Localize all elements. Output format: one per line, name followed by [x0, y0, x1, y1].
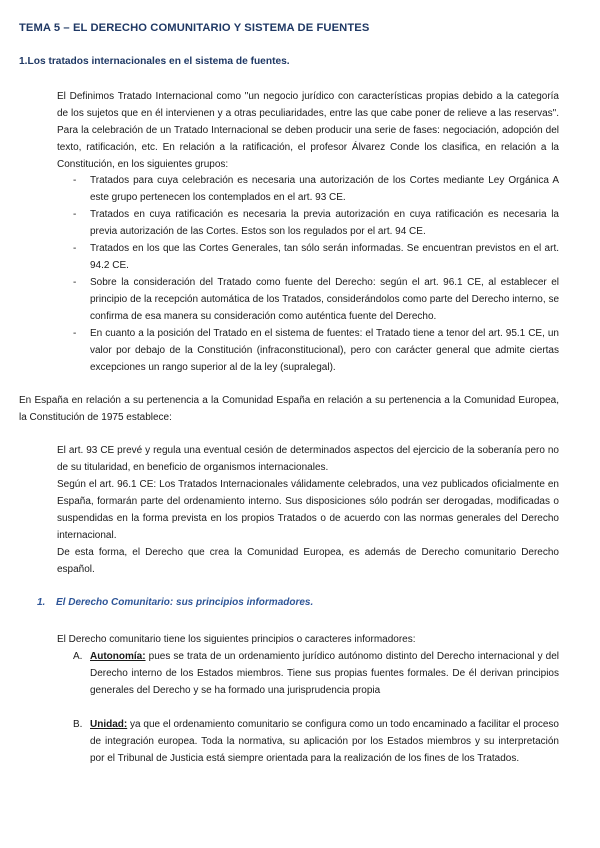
- art-93-paragraph: El art. 93 CE prevé y regula una eventual cesión de determinados aspectos del ejercicio de la soberanía pero no de su titularidad, en beneficio de organismos internacionales.: [57, 445, 559, 473]
- art-96-1-paragraph: Según el art. 96.1 CE: Los Tratados Internacionales válidamente celebrados, una vez publicados oficialmente en España, formarán parte del ordenamiento interno. Sus disposiciones sólo podrán ser derogadas, modificadas o suspendidas en la forma prevista en los propios Tratados o de acuerdo con las normas generales del Derecho internacional.: [57, 479, 559, 541]
- section-1-heading: 1.Los tratados internacionales en el sistema de fuentes.: [19, 56, 290, 67]
- bullet-item: Sobre la consideración del Tratado como fuente del Derecho: según el art. 96.1 CE, al establecer el principio de la recepción automática de los Tratados, considerándolos como parte del Derecho interno, se confirma de esa manera su consideración como auténtica fuente del Derecho.: [90, 277, 559, 322]
- bullet-item: Tratados para cuya celebración es necesaria una autorización de los Cortes mediante Ley Orgánica A este grupo pertenecen los contemplados en el art. 93 CE.: [90, 175, 559, 203]
- bullet-marker: -: [73, 328, 77, 339]
- bullet-marker: -: [73, 209, 77, 220]
- principle-term: Unidad:: [90, 719, 128, 730]
- section-2-intro-paragraph: El Derecho comunitario tiene los siguientes principios o caracteres informadores:: [57, 634, 416, 645]
- bullet-marker: -: [73, 243, 77, 254]
- principle-letter: B.: [73, 719, 83, 730]
- principle-item: [90, 648, 559, 699]
- bullet-marker: -: [73, 175, 77, 186]
- section-2-number: 1.: [37, 597, 46, 608]
- document-title: TEMA 5 – EL DERECHO COMUNITARIO Y SISTEMA DE FUENTES: [19, 22, 370, 34]
- section-1-intro-paragraph: El Definimos Tratado Internacional como "un negocio jurídico con características propias debido a la categoría de los sujetos que en él intervienen y a otras peculiaridades, entre las que cabe poner de relieve a las reservas". Para la celebración de un Tratado Internacional se deben producir una serie de fases: negociación, adopción del texto, ratificación, etc. En relación a la ratificación, el profesor Álvarez Conde los clasifica, en relación a la Constitución, en los siguientes grupos:: [57, 91, 559, 170]
- section-2-heading-text: El Derecho Comunitario: sus principios informadores.: [56, 597, 314, 608]
- bullet-item: Tratados en los que las Cortes Generales, tan sólo serán informadas. Se encuentran previstos en el art. 94.2 CE.: [90, 243, 559, 271]
- principle-term: Autonomía:: [90, 651, 146, 662]
- section-2-heading: [37, 597, 313, 608]
- spain-intro-paragraph: En España en relación a su pertenencia a la Comunidad España en relación a su pertenencia a la Comunidad Europea, la Constitución de 1975 establece:: [19, 395, 559, 423]
- principle-letter: A.: [73, 651, 83, 662]
- conclusion-paragraph: De esta forma, el Derecho que crea la Comunidad Europea, es además de Derecho comunitario Derecho español.: [57, 547, 559, 575]
- bullet-item: En cuanto a la posición del Tratado en el sistema de fuentes: el Tratado tiene a tenor del art. 95.1 CE, un valor por debajo de la Constitución (infraconstitucional), pero con carácter general que admite ciertas excepciones un rango superior al de la ley (supralegal).: [90, 328, 559, 373]
- bullet-marker: -: [73, 277, 77, 288]
- principle-text: pues se trata de un ordenamiento jurídico autónomo distinto del Derecho internacional y del Derecho interno de los Estados miembros. Tiene sus propias fuentes formales. De él derivan principios generales del Derecho y se ha formado una jurisprudencia propia: [90, 651, 559, 696]
- bullet-item: Tratados en cuya ratificación es necesaria la previa autorización en cuya ratificación es necesaria la previa autorización de las Cortes. Estos son los regulados por el art. 94 CE.: [90, 209, 559, 237]
- principle-item: [90, 716, 559, 767]
- principle-text: ya que el ordenamiento comunitario se configura como un todo encaminado a facilitar el proceso de integración europea. Toda la normativa, su aplicación por los Estados miembros y su interpretación por el Tribunal de Justicia está siempre orientada para la realización de los fines de los Tratados.: [90, 719, 559, 764]
